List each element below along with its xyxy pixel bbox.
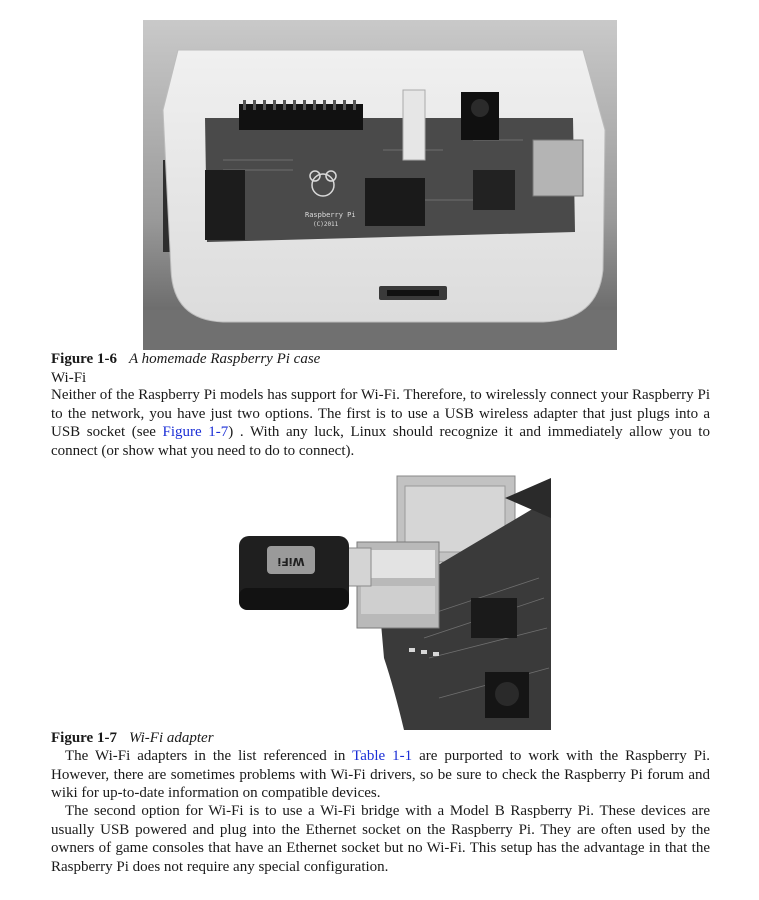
figure-1-7-photo	[209, 458, 551, 730]
paragraph-1-text-a: Neither of the Raspberry Pi models has support for Wi-Fi. Therefore, to wirelessly connect your Raspberry Pi to the network, you have just two options. The first is to use a USB wireless adapter that just plugs into a USB socket (see	[51, 387, 710, 440]
paragraph-1	[51, 386, 710, 460]
homemade-case-illustration	[143, 20, 617, 350]
figure-1-7-caption	[51, 729, 214, 747]
figure-title: Wi-Fi adapter	[128, 730, 214, 746]
figure-number: Figure 1-7	[51, 730, 117, 746]
section-heading: Wi-Fi	[51, 370, 87, 386]
paragraph-2-text-b: are purported to work with the Raspberry Pi. However, there are sometimes problems with Wi-Fi drivers, so be sure to check the Raspberry Pi forum and wiki for up-to-date information on compatible devices.	[51, 748, 710, 801]
figure-1-7-link[interactable]: Figure 1-7	[162, 424, 229, 440]
paragraph-1-text-b: ) . With any luck, Linux should recognize it and immediately allow you to connect (or show what you need to do to connect).	[51, 424, 710, 459]
paragraph-2	[51, 747, 710, 803]
wifi-adapter-illustration	[209, 458, 551, 730]
board-year-text: (C)2011	[313, 221, 339, 228]
figure-number: Figure 1-6	[51, 351, 117, 367]
figure-1-6-photo	[143, 20, 617, 350]
paragraph-3: The second option for Wi-Fi is to use a Wi-Fi bridge with a Model B Raspberry Pi. These devices are usually USB powered and plug into the Ethernet socket on the Raspberry Pi. They are often used by the owners of game consoles that have an Ethernet socket but no Wi-Fi. This setup has the advantage in that the Raspberry Pi does not require any special configuration.	[51, 803, 710, 875]
paragraph-2-text-a: The Wi-Fi adapters in the list referenced in	[65, 748, 353, 764]
dongle-label-text: WiFi	[277, 555, 305, 568]
figure-1-6-caption	[51, 350, 320, 368]
board-label-text: Raspberry Pi	[305, 211, 356, 219]
table-1-1-link[interactable]: Table 1-1	[352, 748, 413, 764]
figure-title: A homemade Raspberry Pi case	[128, 351, 321, 367]
